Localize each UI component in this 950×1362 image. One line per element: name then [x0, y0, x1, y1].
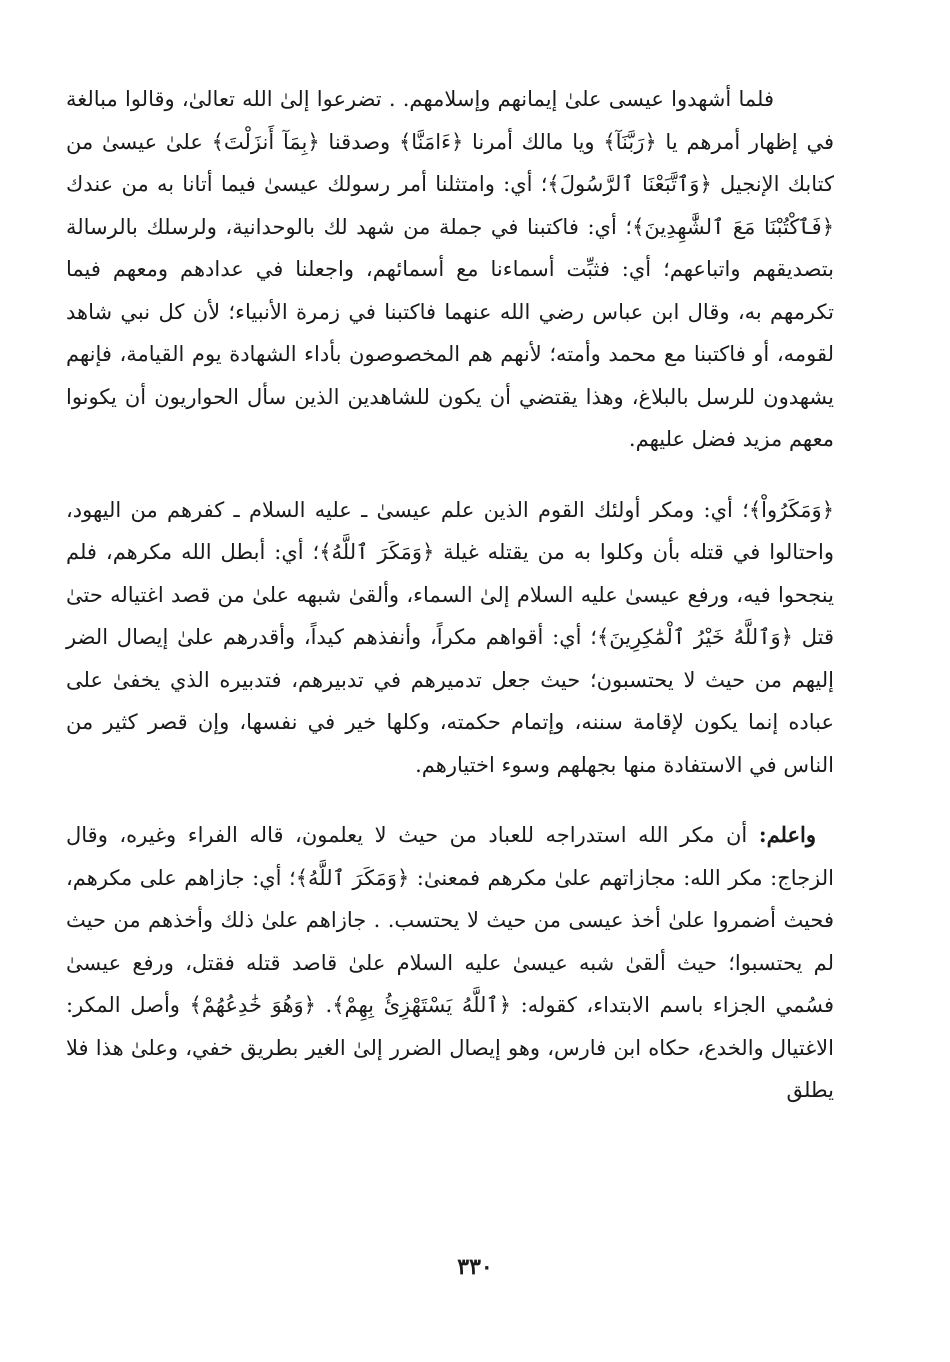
- paragraph-2-text: ﴿وَمَكَرُواْ﴾؛ أي: ومكر أولئك القوم الذين علم عيسىٰ ـ عليه السلام ـ كفرهم من اليهود، واحتالوا في قتله بأن وكلوا به من يقتله غيلة ﴿وَمَكَرَ ٱللَّهُ﴾؛ أي: أبطل الله مكرهم، فلم ينجحوا فيه، ورفع عيسىٰ عليه السلام إلىٰ السماء، وألقىٰ شبهه علىٰ من قصد اغتياله حتىٰ قتل ﴿وَٱللَّهُ خَيْرُ ٱلْمَٰكِرِينَ﴾؛ أي: أقواهم مكراً، وأنفذهم كيداً، وأقدرهم علىٰ إيصال الضر إليهم من حيث لا يحتسبون؛ حيث جعل تدميرهم في تدبيرهم، فتدبيره الذي يخفىٰ على عباده إنما يكون لإقامة سننه، وإتمام حكمته، وكلها خير في نفسها، وإن قصر كثير من الناس في الاستفادة منها بجهلهم وسوء اختيارهم.: [66, 497, 834, 777]
- paragraph-3: [66, 814, 834, 1112]
- page-body: [66, 78, 834, 1112]
- paragraph-1-text: فلما أشهدوا عيسى علىٰ إيمانهم وإسلامهم. . تضرعوا إلىٰ الله تعالىٰ، وقالوا مبالغة في إظهار أمرهم يا ﴿رَبَّنَآ﴾ ويا مالك أمرنا ﴿ءَامَنَّا﴾ وصدقنا ﴿بِمَآ أَنزَلْتَ﴾ علىٰ عيسىٰ من كتابك الإنجيل ﴿وَٱتَّبَعْنَا ٱلرَّسُولَ﴾؛ أي: وامتثلنا أمر رسولك عيسىٰ فيما أتانا به من عندك ﴿فَٱكْتُبْنَا مَعَ ٱلشَّٰهِدِينَ﴾؛ أي: فاكتبنا في جملة من شهد لك بالوحدانية، ولرسلك بالرسالة بتصديقهم واتباعهم؛ أي: فثبِّت أسماءنا مع أسمائهم، واجعلنا في عدادهم ومعهم فيما تكرمهم به، وقال ابن عباس رضي الله عنهما فاكتبنا في زمرة الأنبياء؛ لأن كل نبي شاهد لقومه، أو فاكتبنا مع محمد وأمته؛ لأنهم هم المخصوصون بأداء الشهادة يوم القيامة، فإنهم يشهدون للرسل بالبلاغ، وهذا يقتضي أن يكون للشاهدين الذين سأل الحواريون أن يكونوا معهم مزيد فضل عليهم.: [66, 87, 834, 451]
- paragraph-1: [66, 78, 834, 461]
- page-number: ٣٣٠: [457, 1254, 493, 1280]
- paragraph-3-text: أن مكر الله استدراجه للعباد من حيث لا يعلمون، قاله الفراء وغيره، وقال الزجاج: مكر الله: مجازاتهم علىٰ مكرهم فمعنىٰ: ﴿وَمَكَرَ ٱللَّهُ﴾؛ أي: جازاهم على مكرهم، فحيث أضمروا علىٰ أخذ عيسى من حيث لا يحتسب. . جازاهم علىٰ ذلك وأخذهم من حيث لم يحتسبوا؛ حيث ألقىٰ شبه عيسىٰ عليه السلام علىٰ قاصد قتله فقتل، ورفع عيسىٰ فسُمي الجزاء باسم الابتداء، كقوله: ﴿ٱللَّهُ يَسْتَهْزِئُ بِهِمْ﴾. ﴿وَهُوَ خَٰدِعُهُمْ﴾ وأصل المكر: الاغتيال والخدع، حكاه ابن فارس، وهو إيصال الضرر إلىٰ الغير بطريق خفي، وعلىٰ هذا فلا يطلق: [66, 823, 834, 1102]
- paragraph-3-lead: واعلم:: [758, 822, 816, 847]
- paragraph-2: [66, 489, 834, 787]
